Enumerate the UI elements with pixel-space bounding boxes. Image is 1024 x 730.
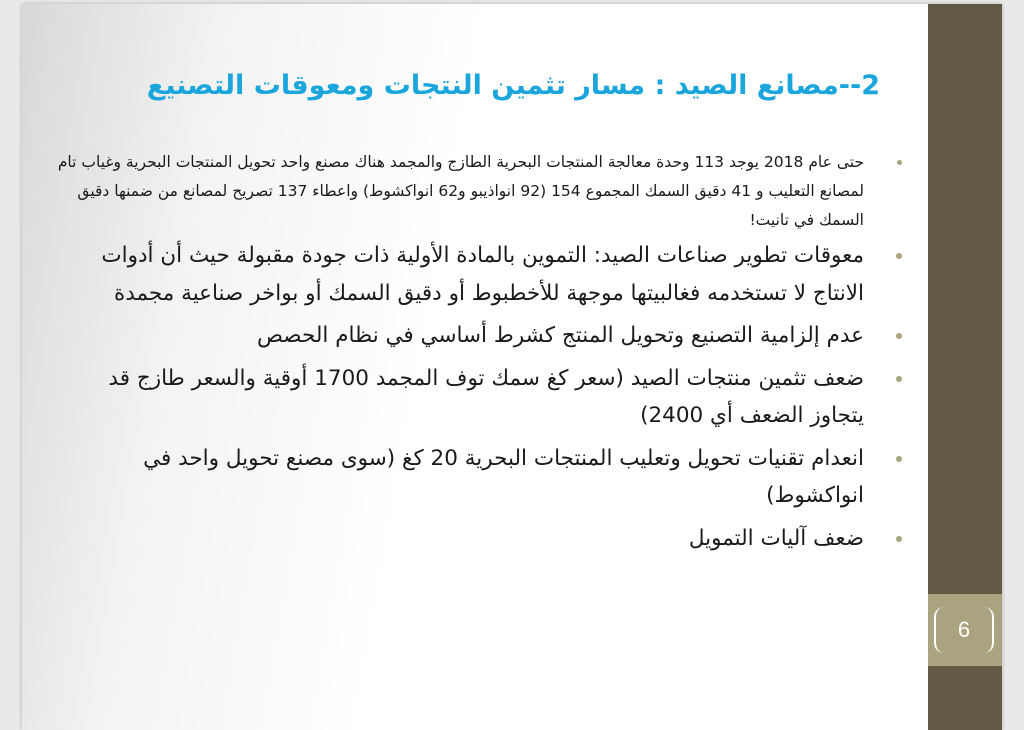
bullet-item: [52, 440, 902, 515]
bullet-item: [52, 237, 902, 312]
bullet-text: عدم إلزامية التصنيع وتحويل المنتج كشرط أساسي في نظام الحصص: [256, 323, 864, 348]
bullet-text: حتى عام 2018 يوجد 113 وحدة معالجة المنتجات البحرية الطازج والمجمد هناك مصنع واحد تحويل المنتجات البحرية وغياب تام لمصانع التعليب و 41 دقيق السمك المجموع 154 (92 انواذيبو و62 انواكشوط) واعطاء 137 تصريح لمصانع من ضمنها دقيق السمك في تانيت!: [57, 153, 864, 229]
bullet-text: معوقات تطوير صناعات الصيد: التموين بالمادة الأولية ذات جودة مقبولة حيث أن أدوات الانتاج لا تستخدمه فغالبيتها موجهة للأخطبوط أو دقيق السمك أو بواخر صناعية مجمدة: [101, 243, 864, 306]
bullet-dot-icon: [896, 333, 902, 339]
bullet-item: [52, 520, 902, 558]
bullet-list: [52, 148, 902, 562]
bullet-text: انعدام تقنيات تحويل وتعليب المنتجات البحرية 20 كغ (سوى مصنع تحويل واحد في انواكشوط): [143, 445, 864, 508]
bullet-text: ضعف آليات التمويل: [688, 525, 864, 551]
bullet-dot-icon: [896, 376, 902, 382]
slide-title: 2--مصانع الصيد : مسار تثمين النتجات ومعوقات التصنيع: [146, 70, 880, 101]
bullet-dot-icon: [896, 253, 902, 259]
bullet-item: [52, 148, 902, 235]
bullet-item: [52, 360, 902, 435]
bullet-dot-icon: [896, 456, 902, 462]
bullet-dot-icon: [897, 160, 902, 165]
bullet-text: ضعف تثمين منتجات الصيد (سعر كغ سمك توف المجمد 1700 أوقية والسعر طازج قد يتجاوز الضعف أي 2400): [108, 365, 864, 428]
bullet-dot-icon: [896, 536, 902, 542]
page-number: 6: [934, 607, 994, 653]
slide: [22, 4, 1002, 730]
bullet-item: [52, 317, 902, 355]
